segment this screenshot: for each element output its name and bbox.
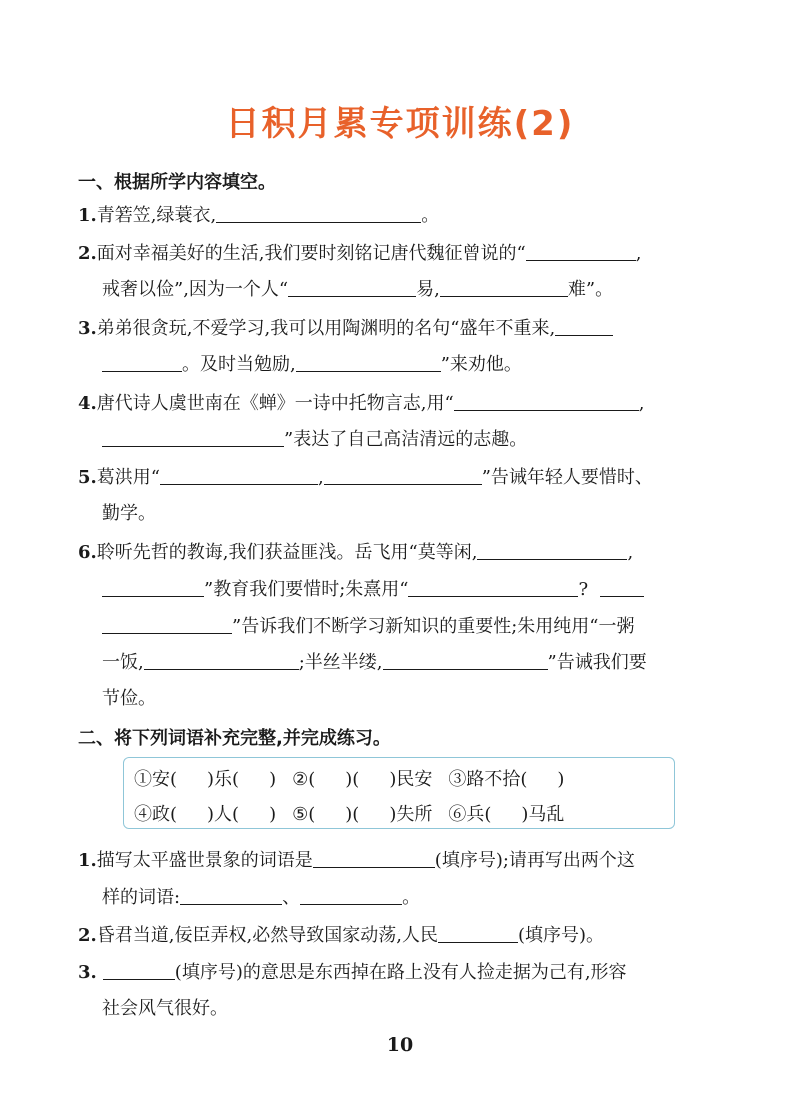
answer-blank[interactable] — [454, 392, 639, 411]
answer-blank[interactable] — [324, 466, 482, 485]
answer-blank[interactable] — [313, 849, 435, 868]
answer-blank[interactable] — [102, 428, 284, 447]
page-title: 日积月累专项训练(2) — [225, 104, 575, 144]
word-box — [123, 757, 675, 829]
question-2-2: 2.昏君当道,佞臣弄权,必然导致国家动荡,人民 (填序号)。 — [78, 925, 605, 946]
answer-blank[interactable] — [440, 278, 568, 297]
answer-blank[interactable] — [102, 615, 232, 634]
answer-blank[interactable] — [477, 541, 627, 560]
answer-blank[interactable] — [438, 924, 518, 943]
answer-blank[interactable] — [160, 466, 318, 485]
question-1-2: 2.面对幸福美好的生活,我们要时刻铭记唐代魏征曾说的“ , — [78, 243, 642, 264]
question-1-5: 5.葛洪用“ , ”告诫年轻人要惜时、 — [78, 467, 653, 488]
question-1-4-cont: ”表达了自己高洁清远的志趣。 — [102, 428, 752, 452]
answer-blank[interactable] — [408, 578, 578, 597]
question-1-3: 3.弟弟很贪玩,不爱学习,我可以用陶渊明的名句“盛年不重来, — [78, 317, 728, 341]
question-1-4: 4.唐代诗人虞世南在《蝉》一诗中托物言志,用“ , — [78, 393, 645, 414]
answer-blank[interactable] — [555, 317, 613, 336]
question-2-3-cont: 社会风气很好。 — [102, 998, 228, 1019]
question-1-6-cont-1: ”教育我们要惜时;朱熹用“ ? — [102, 578, 752, 602]
answer-blank[interactable] — [300, 886, 402, 905]
answer-blank[interactable] — [144, 651, 299, 670]
question-1-6-cont-4: 节俭。 — [102, 688, 156, 709]
answer-blank[interactable] — [296, 353, 441, 372]
answer-blank[interactable] — [180, 886, 282, 905]
question-1-6-cont-2: ”告诉我们不断学习新知识的重要性;朱用纯用“一粥 — [102, 615, 752, 639]
answer-blank[interactable] — [383, 651, 548, 670]
question-1-3-cont: 。及时当勉励, ”来劝他。 — [102, 353, 752, 377]
answer-blank[interactable] — [288, 278, 416, 297]
question-2-1-cont: 样的词语: 、 。 — [102, 887, 421, 908]
question-1-5-cont: 勤学。 — [102, 503, 156, 524]
question-1-6: 6.聆听先哲的教诲,我们获益匪浅。岳飞用“莫等闲, , — [78, 542, 634, 563]
section-2-heading: 二、将下列词语补充完整,并完成练习。 — [78, 728, 391, 749]
question-2-3: 3. (填序号)的意思是东西掉在路上没有人捡走据为己有,形容 — [78, 962, 627, 983]
question-1-2-cont: 戒奢以俭”,因为一个人“ 易, 难”。 — [102, 279, 614, 300]
answer-blank[interactable] — [102, 578, 204, 597]
answer-blank[interactable] — [216, 204, 421, 223]
answer-blank[interactable] — [526, 242, 636, 261]
word-box-row-1: ①安( )乐( ) ②( )( )民安 ③路不拾( ) — [134, 769, 565, 790]
word-box-row-2: ④政( )人( ) ⑤( )( )失所 ⑥兵( )马乱 — [134, 804, 565, 825]
question-1-6-cont-3: 一饭, ;半丝半缕, ”告诫我们要 — [102, 652, 647, 673]
question-1-1: 1.青箬笠,绿蓑衣, 。 — [78, 205, 440, 226]
page-number: 10 — [386, 1034, 414, 1056]
question-2-1: 1.描写太平盛世景象的词语是 (填序号);请再写出两个这 — [78, 850, 635, 871]
section-1-heading: 一、根据所学内容填空。 — [78, 172, 276, 193]
answer-blank[interactable] — [600, 578, 644, 597]
answer-blank[interactable] — [102, 353, 182, 372]
answer-blank[interactable] — [103, 961, 175, 980]
